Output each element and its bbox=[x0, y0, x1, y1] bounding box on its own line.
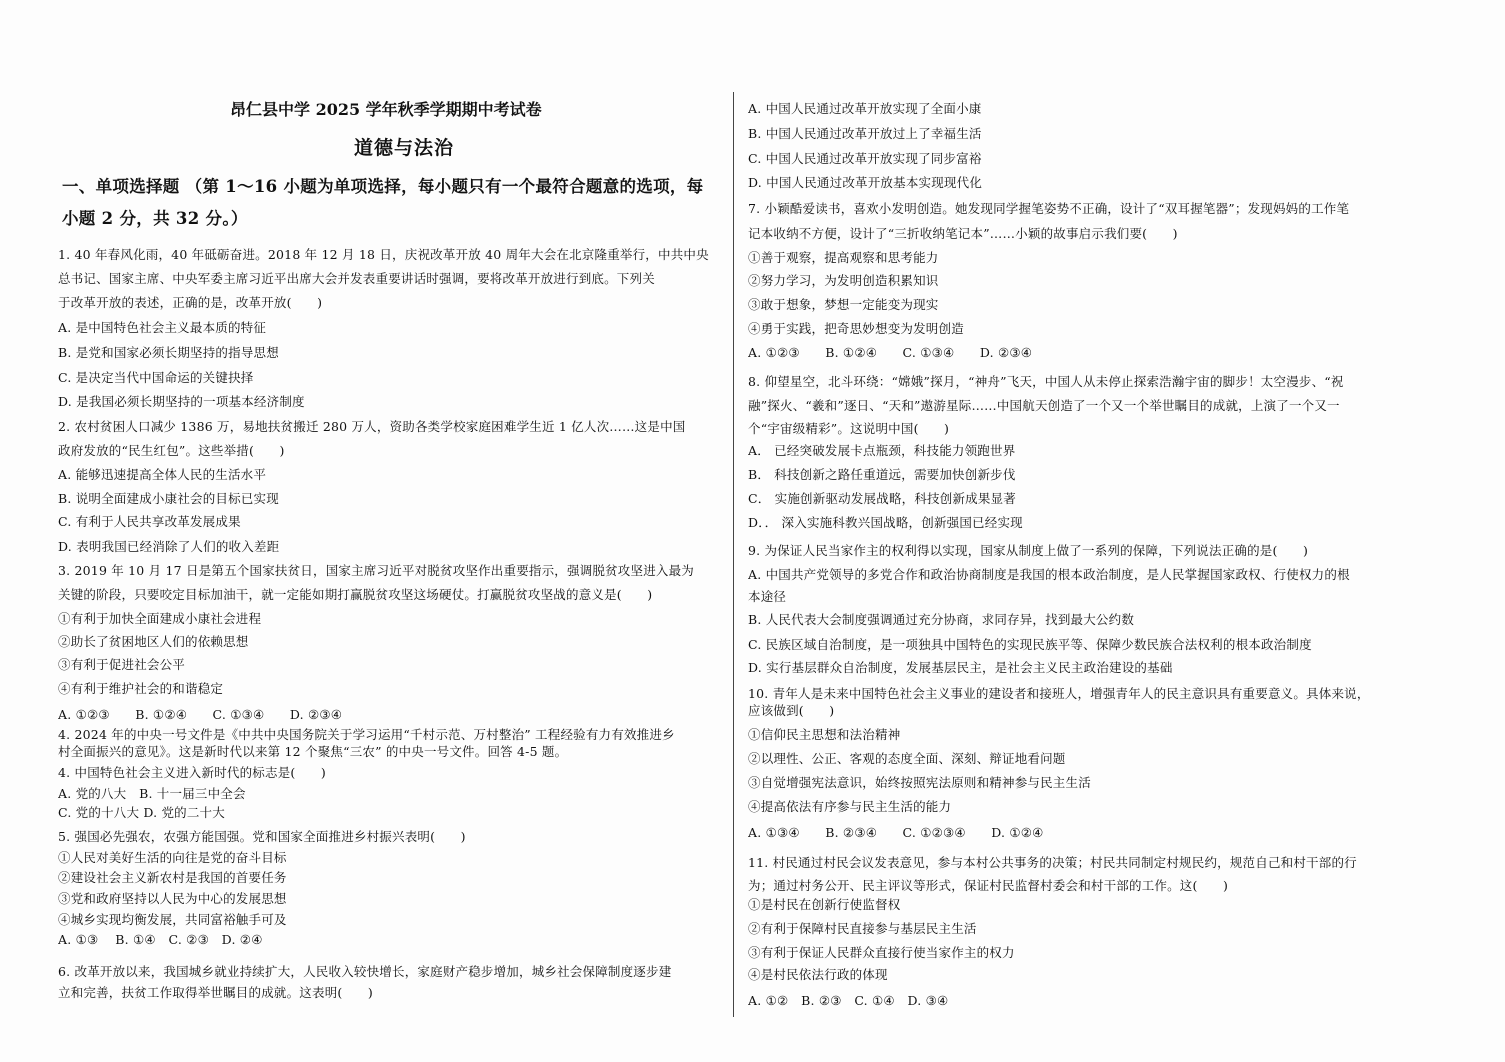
right-text-line: 个“宇宙级精彩”。这说明中国( ) bbox=[748, 421, 950, 436]
section-heading-line1: 一、单项选择题 （第 1～16 小题为单项选择，每小题只有一个最符合题意的选项，每 bbox=[62, 177, 704, 196]
left-text-line: 5. 强国必先强农，农强方能国强。党和国家全面推进乡村振兴表明( ) bbox=[58, 829, 466, 844]
right-text-line: D. 实行基层群众自治制度，发展基层民主，是社会主义民主政治建设的基础 bbox=[748, 660, 1173, 675]
right-text-line: ③有利于保证人民群众直接行使当家作主的权力 bbox=[748, 945, 1015, 960]
left-text-line: ③党和政府坚持以人民为中心的发展思想 bbox=[58, 891, 287, 906]
right-text-line: ②以理性、公正、客观的态度全面、深刻、辩证地看问题 bbox=[748, 751, 1066, 766]
left-text-line: 1. 40 年春风化雨，40 年砥砺奋进。2018 年 12 月 18 日，庆祝改革开放 40 周年大会在北京隆重举行，中共中央 bbox=[58, 247, 709, 262]
column-divider bbox=[733, 92, 734, 1017]
right-text-line: 11. 村民通过村民会议发表意见，参与本村公共事务的决策；村民共同制定村规民约，规范自己和村干部的行 bbox=[748, 855, 1357, 870]
left-text-line: 立和完善，扶贫工作取得举世瞩目的成就。这表明( ) bbox=[58, 985, 373, 1000]
right-text-line: C． 实施创新驱动发展战略，科技创新成果显著 bbox=[748, 491, 1016, 506]
right-text-line: D. 中国人民通过改革开放基本实现现代化 bbox=[748, 175, 983, 190]
section-heading-line2: 小题 2 分，共 32 分。） bbox=[62, 209, 248, 228]
right-text-line: A. ①③④ B. ②③④ C. ①②③④ D. ①②④ bbox=[748, 825, 1044, 840]
left-text-line: 关键的阶段，只要咬定目标加油干，就一定能如期打赢脱贫攻坚这场硬仗。打赢脱贫攻坚战的意义是( ) bbox=[58, 587, 653, 602]
left-text-line: 于改革开放的表述，正确的是，改革开放( ) bbox=[58, 295, 323, 310]
right-text-line: ④提高依法有序参与民主生活的能力 bbox=[748, 799, 952, 814]
left-text-line: B. 是党和国家必须长期坚持的指导思想 bbox=[58, 345, 279, 360]
left-text-line: ①有利于加快全面建成小康社会进程 bbox=[58, 611, 262, 626]
left-text-line: A. 党的八大 B. 十一届三中全会 bbox=[58, 786, 246, 801]
right-text-line: ②努力学习，为发明创造积累知识 bbox=[748, 273, 939, 288]
right-text-line: ④是村民依法行政的体现 bbox=[748, 967, 888, 982]
left-text-line: 村全面振兴的意见》。这是新时代以来第 12 个聚焦“三农” 的中央一号文件。回答 4-5 题。 bbox=[58, 744, 568, 759]
right-text-line: 本途径 bbox=[748, 589, 787, 604]
right-text-line: 应该做到( ) bbox=[748, 703, 835, 718]
right-text-line: A. ①②③ B. ①②④ C. ①③④ D. ②③④ bbox=[748, 345, 1033, 360]
left-text-line: ②建设社会主义新农村是我国的首要任务 bbox=[58, 870, 287, 885]
left-text-line: ③有利于促进社会公平 bbox=[58, 657, 186, 672]
right-text-line: ①信仰民主思想和法治精神 bbox=[748, 727, 901, 742]
right-text-line: 7. 小颖酷爱读书，喜欢小发明创造。她发现同学握笔姿势不正确，设计了“双耳握笔器”；发现妈妈的工作笔 bbox=[748, 201, 1350, 216]
left-text-line: 政府发放的“民生红包”。这些举措( ) bbox=[58, 443, 285, 458]
right-text-line: A． 已经突破发展卡点瓶颈，科技能力领跑世界 bbox=[748, 443, 1016, 458]
right-text-line: B． 科技创新之路任重道远，需要加快创新步伐 bbox=[748, 467, 1016, 482]
right-text-line: B. 中国人民通过改革开放过上了幸福生活 bbox=[748, 126, 982, 141]
left-text-line: A. 是中国特色社会主义最本质的特征 bbox=[58, 320, 267, 335]
left-text-line: A. 能够迅速提高全体人民的生活水平 bbox=[58, 467, 267, 482]
left-text-line: D. 表明我国已经消除了人们的收入差距 bbox=[58, 539, 280, 554]
right-text-line: 8. 仰望星空，北斗环绕：“嫦娥”探月，“神舟”飞天，中国人从未停止探索浩瀚宇宙的脚步！太空漫步、“祝 bbox=[748, 374, 1344, 389]
left-text-line: 总书记、国家主席、中央军委主席习近平出席大会并发表重要讲话时强调，要将改革开放进行到底。下列关 bbox=[58, 271, 655, 286]
right-text-line: A. ①② B. ②③ C. ①④ D. ③④ bbox=[748, 993, 949, 1008]
left-text-line: D. 是我国必须长期坚持的一项基本经济制度 bbox=[58, 394, 305, 409]
right-text-line: 10. 青年人是未来中国特色社会主义事业的建设者和接班人，增强青年人的民主意识具有重要意义。具体来说， bbox=[748, 686, 1370, 701]
subject-title: 道德与法治 bbox=[354, 137, 455, 159]
left-text-line: B. 说明全面建成小康社会的目标已实现 bbox=[58, 491, 279, 506]
right-text-line: B. 人民代表大会制度强调通过充分协商，求同存异，找到最大公约数 bbox=[748, 612, 1135, 627]
right-text-line: 融”探火、“羲和”逐日、“天和”遨游星际……中国航天创造了一个又一个举世瞩目的成就，上演了一个又一 bbox=[748, 398, 1340, 413]
left-text-line: 3. 2019 年 10 月 17 日是第五个国家扶贫日，国家主席习近平对脱贫攻坚作出重要指示，强调脱贫攻坚进入最为 bbox=[58, 563, 694, 578]
left-text-line: ①人民对美好生活的向往是党的奋斗目标 bbox=[58, 850, 287, 865]
right-text-line: ①是村民在创新行使监督权 bbox=[748, 897, 901, 912]
right-text-line: A. 中国共产党领导的多党合作和政治协商制度是我国的根本政治制度，是人民掌握国家政权、行使权力的根 bbox=[748, 567, 1350, 582]
left-text-line: 4. 2024 年的中央一号文件是《中共中央国务院关于学习运用“千村示范、万村整治” 工程经验有力有效推进乡 bbox=[58, 727, 675, 742]
left-text-line: 4. 中国特色社会主义进入新时代的标志是( ) bbox=[58, 765, 326, 780]
left-text-line: C. 有利于人民共享改革发展成果 bbox=[58, 514, 241, 529]
right-text-line: D．． 深入实施科教兴国战略，创新强国已经实现 bbox=[748, 515, 1023, 530]
right-text-line: C. 民族区域自治制度，是一项独具中国特色的实现民族平等、保障少数民族合法权利的根本政治制度 bbox=[748, 637, 1312, 652]
left-text-line: C. 党的十八大 D. 党的二十大 bbox=[58, 805, 225, 820]
right-text-line: ③自觉增强宪法意识，始终按照宪法原则和精神参与民主生活 bbox=[748, 775, 1091, 790]
right-text-line: ②有利于保障村民直接参与基层民主生活 bbox=[748, 921, 977, 936]
exam-title: 昂仁县中学 2025 学年秋季学期期中考试卷 bbox=[230, 100, 542, 119]
right-text-line: ①善于观察，提高观察和思考能力 bbox=[748, 250, 939, 265]
right-text-line: C. 中国人民通过改革开放实现了同步富裕 bbox=[748, 151, 982, 166]
right-text-line: 为；通过村务公开、民主评议等形式，保证村民监督村委会和村干部的工作。这( ) bbox=[748, 878, 1229, 893]
left-text-line: A. ①②③ B. ①②④ C. ①③④ D. ②③④ bbox=[58, 707, 343, 722]
right-text-line: A. 中国人民通过改革开放实现了全面小康 bbox=[748, 101, 982, 116]
right-text-line: ③敢于想象，梦想一定能变为现实 bbox=[748, 297, 939, 312]
left-text-line: C. 是决定当代中国命运的关键抉择 bbox=[58, 370, 254, 385]
right-text-line: 记本收纳不方便，设计了“三折收纳笔记本”……小颖的故事启示我们要( ) bbox=[748, 226, 1178, 241]
left-text-line: ④城乡实现均衡发展，共同富裕触手可及 bbox=[58, 912, 287, 927]
left-text-line: ④有利于维护社会的和谐稳定 bbox=[58, 681, 224, 696]
left-text-line: A. ①③ B. ①④ C. ②③ D. ②④ bbox=[58, 932, 263, 947]
right-text-line: ④勇于实践，把奇思妙想变为发明创造 bbox=[748, 321, 964, 336]
right-text-line: 9. 为保证人民当家作主的权利得以实现，国家从制度上做了一系列的保障，下列说法正确的是( ) bbox=[748, 543, 1309, 558]
left-text-line: ②助长了贫困地区人们的依赖思想 bbox=[58, 634, 249, 649]
left-text-line: 6. 改革开放以来，我国城乡就业持续扩大，人民收入较快增长，家庭财产稳步增加，城乡社会保障制度逐步建 bbox=[58, 964, 672, 979]
left-text-line: 2. 农村贫困人口减少 1386 万，易地扶贫搬迁 280 万人，资助各类学校家庭困难学生近 1 亿人次……这是中国 bbox=[58, 419, 686, 434]
